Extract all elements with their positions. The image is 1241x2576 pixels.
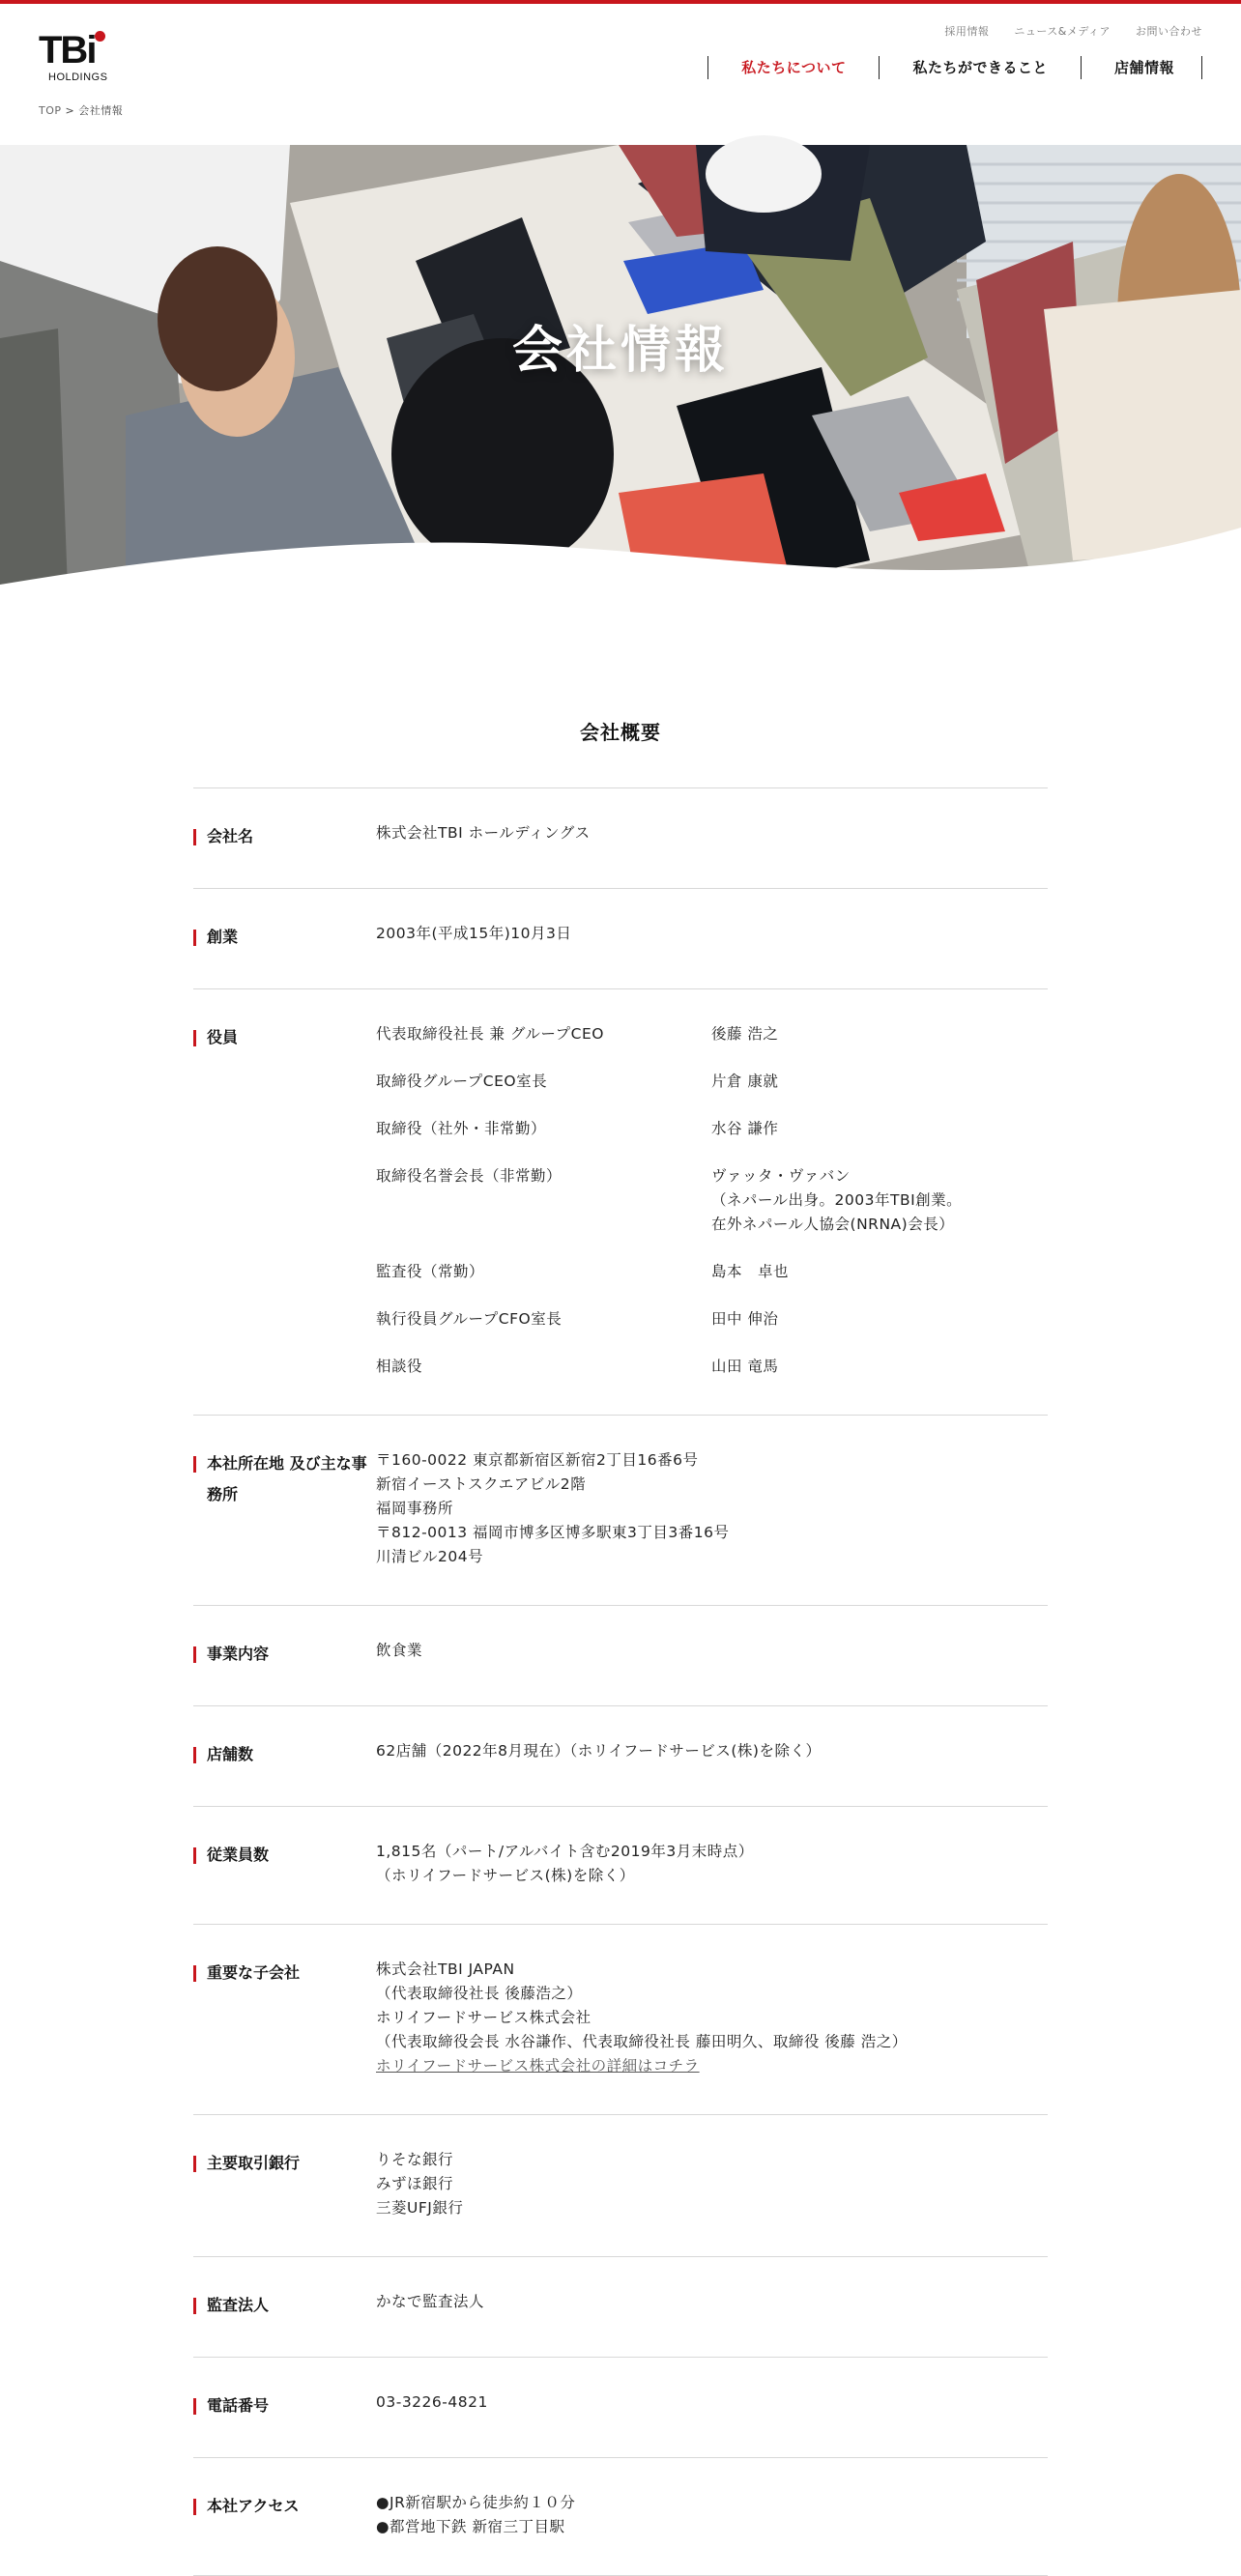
row-label (193, 1448, 376, 1569)
breadcrumb-home-link[interactable]: TOP (39, 104, 62, 117)
officer-entry (376, 1164, 1048, 1237)
row-value-line: 新宿イーストスクエアビル2階 (376, 1475, 587, 1493)
table-row-company-name (193, 788, 1048, 889)
row-value (376, 1639, 1048, 1670)
breadcrumb (39, 102, 123, 118)
row-label: 電話番号 (193, 2390, 376, 2421)
row-value-line: 株式会社TBI ホールディングス (376, 824, 591, 842)
table-row-business (193, 1606, 1048, 1706)
officer-name (711, 1355, 1048, 1379)
site-logo[interactable] (39, 31, 112, 87)
nav-item-what-we-do[interactable]: 私たちができること (880, 56, 1082, 79)
row-value (376, 1448, 1048, 1569)
table-row-employees (193, 1807, 1048, 1925)
table-row-officers (193, 989, 1048, 1416)
row-label: 店舗数 (193, 1739, 376, 1770)
officer-name-line: 島本 卓也 (711, 1263, 790, 1280)
breadcrumb-current: 会社情報 (78, 104, 124, 117)
site-header (0, 4, 1241, 145)
row-value-line: 川清ビル204号 (376, 1548, 484, 1565)
officer-role: 監査役（常勤） (376, 1263, 485, 1280)
row-value (376, 2290, 1048, 2321)
row-value-line: 福岡事務所 (376, 1500, 454, 1517)
row-label-line: 本社所在地 (207, 1454, 285, 1473)
row-value-line: 03-3226-4821 (376, 2393, 488, 2411)
logo-red-dot (95, 31, 105, 42)
table-row-phone (193, 2358, 1048, 2458)
utility-nav (944, 23, 1202, 39)
officer-role: 取締役名誉会長（非常勤） (376, 1167, 563, 1185)
officer-entry (376, 1070, 1048, 1094)
row-value-line: かなで監査法人 (376, 2293, 485, 2310)
table-row-banks (193, 2115, 1048, 2257)
officer-name-line: 田中 伸治 (711, 1310, 779, 1328)
main-nav (707, 56, 1202, 79)
officer-role: 取締役（社外・非常勤） (376, 1120, 547, 1137)
officer-entry (376, 1117, 1048, 1141)
row-value (376, 2390, 1048, 2421)
officer-role: 相談役 (376, 1358, 423, 1375)
officer-entry (376, 1260, 1048, 1284)
utility-link-recruit[interactable]: 採用情報 (944, 25, 990, 38)
officer-name (711, 1117, 1048, 1141)
officer-name (711, 1070, 1048, 1094)
row-value (376, 922, 1048, 953)
officer-name-line: （ネパール出身。2003年TBI創業。 (711, 1191, 963, 1209)
officer-name (711, 1022, 1048, 1046)
officers-list (376, 1022, 1048, 1379)
officer-name (711, 1164, 1048, 1237)
table-row-subsidiaries (193, 1925, 1048, 2115)
hero-title: 会社情報 (511, 322, 729, 380)
officer-entry (376, 1355, 1048, 1379)
officer-role: 執行役員グループCFO室長 (376, 1310, 563, 1328)
row-label: 創業 (193, 922, 376, 953)
row-value-line: （代表取締役社長 後藤浩之） (376, 1985, 583, 2002)
officer-role: 代表取締役社長 兼 グループCEO (376, 1025, 604, 1043)
row-label: 監査法人 (193, 2290, 376, 2321)
officer-name-line: 山田 竜馬 (711, 1358, 779, 1375)
row-value (376, 2148, 1048, 2220)
row-value-line: 〒812-0013 福岡市博多区博多駅東3丁目3番16号 (376, 1524, 730, 1541)
officer-name-line: ヴァッタ・ヴァバン (711, 1167, 851, 1185)
hero-banner (0, 145, 1241, 589)
row-label: 本社アクセス (193, 2491, 376, 2539)
logo-subtitle: HOLDINGS (48, 72, 108, 83)
utility-link-contact[interactable]: お問い合わせ (1136, 25, 1202, 38)
table-row-founded (193, 889, 1048, 989)
officer-name-line: 水谷 謙作 (711, 1120, 779, 1137)
officer-name (711, 1260, 1048, 1284)
row-label: 会社名 (193, 821, 376, 852)
utility-link-news-media[interactable]: ニュース&メディア (1014, 25, 1111, 38)
row-label: 主要取引銀行 (193, 2148, 376, 2220)
officer-role: 取締役グループCEO室長 (376, 1073, 548, 1090)
officer-entry (376, 1307, 1048, 1331)
logo-wordmark: TBi (39, 29, 96, 72)
row-value-line: ホリイフードサービス株式会社 (376, 2009, 592, 2026)
nav-item-about-us[interactable]: 私たちについて (708, 56, 880, 79)
table-row-headquarters (193, 1416, 1048, 1606)
row-value-line: （ホリイフードサービス(株)を除く） (376, 1867, 635, 1884)
section-title-company-overview: 会社概要 (580, 721, 661, 744)
row-value (376, 1958, 1048, 2078)
nav-item-store-info[interactable]: 店舗情報 (1082, 56, 1202, 79)
row-label: 従業員数 (193, 1840, 376, 1888)
row-label: 重要な子会社 (193, 1958, 376, 2078)
officer-entry (376, 1022, 1048, 1046)
row-label: 事業内容 (193, 1639, 376, 1670)
row-value-line: 〒160-0022 東京都新宿区新宿2丁目16番6号 (376, 1451, 699, 1469)
row-value-line: 飲食業 (376, 1642, 423, 1659)
subsidiary-details-link[interactable]: ホリイフードサービス株式会社の詳細はコチラ (376, 2057, 700, 2075)
row-value-line: 1,815名（パート/アルバイト含む2019年3月末時点） (376, 1843, 754, 1860)
table-row-auditor (193, 2257, 1048, 2358)
officer-name-line: 後藤 浩之 (711, 1025, 779, 1043)
row-value (376, 1840, 1048, 1888)
officer-name-line: 片倉 康就 (711, 1073, 779, 1090)
row-value-line: 株式会社TBI JAPAN (376, 1961, 515, 1978)
row-value-line: 2003年(平成15年)10月3日 (376, 925, 572, 942)
breadcrumb-separator: > (65, 104, 75, 117)
row-value (376, 821, 1048, 852)
row-value (376, 1739, 1048, 1770)
company-info-table (193, 787, 1048, 2576)
row-label-line: 及び主な事務所 (207, 1454, 367, 1503)
row-value-line: 三菱UFJ銀行 (376, 2199, 464, 2217)
row-value-line: ●JR新宿駅から徒歩約１０分 (376, 2494, 576, 2511)
row-value-line: （代表取締役会長 水谷謙作、代表取締役社長 藤田明久、取締役 後藤 浩之） (376, 2033, 908, 2050)
row-value (376, 2491, 1048, 2539)
row-value-line: みずほ銀行 (376, 2175, 454, 2192)
table-row-store-count (193, 1706, 1048, 1807)
row-label: 役員 (193, 1022, 376, 1379)
hero-wave-divider (0, 145, 1241, 589)
table-row-access (193, 2458, 1048, 2576)
officer-name-line: 在外ネパール人協会(NRNA)会長） (711, 1216, 955, 1233)
officer-name (711, 1307, 1048, 1331)
row-value-line: ●都営地下鉄 新宿三丁目駅 (376, 2518, 565, 2535)
row-value-line: 62店舗（2022年8月現在）（ホリイフードサービス(株)を除く） (376, 1742, 822, 1760)
row-value-line: りそな銀行 (376, 2151, 454, 2168)
